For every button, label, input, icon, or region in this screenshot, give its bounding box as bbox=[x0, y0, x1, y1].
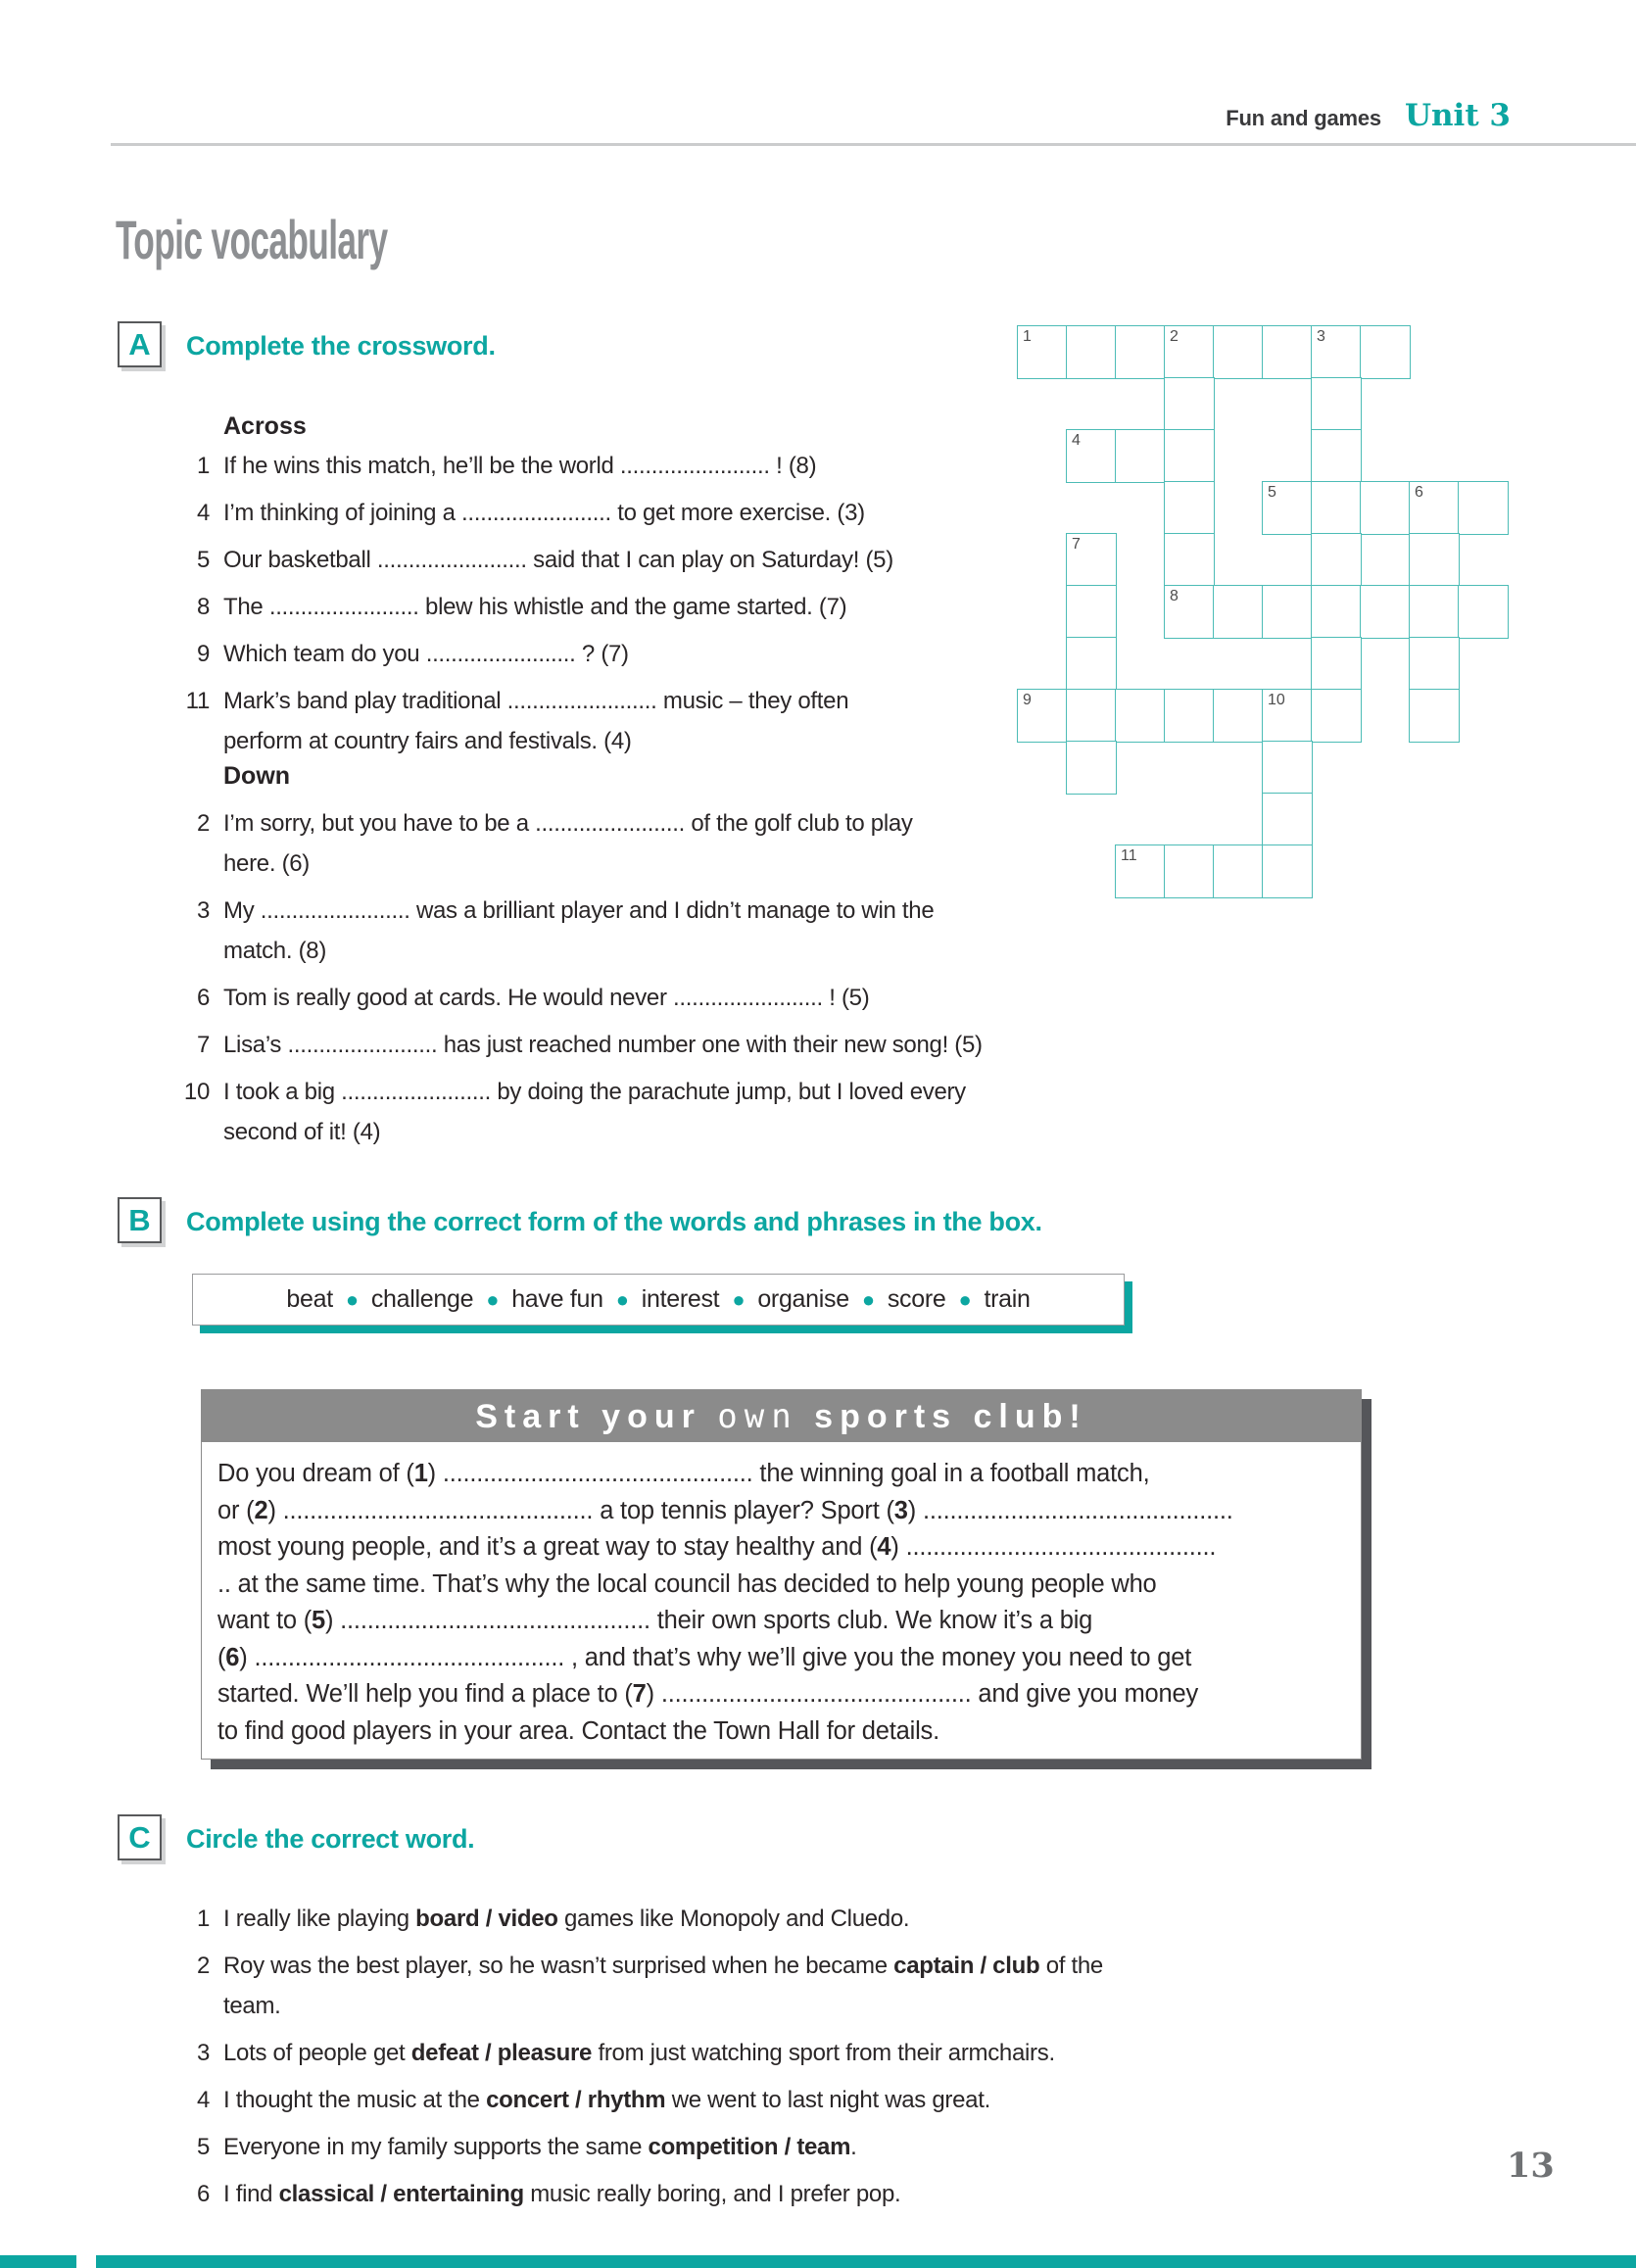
crossword-cell bbox=[1311, 325, 1362, 379]
crossword-cell bbox=[1409, 585, 1460, 639]
exercise-a-badge bbox=[118, 321, 162, 367]
crossword-cell bbox=[1164, 844, 1215, 898]
down-clue-number: 7 bbox=[196, 1032, 210, 1058]
circle-word-number: 3 bbox=[196, 2040, 210, 2066]
poster-title-mid: own bbox=[717, 1396, 798, 1436]
word-separator-bullet: ● bbox=[958, 1286, 972, 1312]
exercise-c-heading: Circle the correct word. bbox=[186, 1824, 475, 1854]
crossword-cell-number: 5 bbox=[1268, 484, 1276, 501]
poster-text-line: (6) .............................................. , and that’s why we’ll give you the money you need to get bbox=[217, 1643, 1192, 1671]
down-clue-text: My ........................ was a brilliant player and I didn’t manage to win the match. (8) bbox=[223, 897, 935, 964]
crossword-cell bbox=[1164, 377, 1215, 431]
exercise-c-badge-letter: C bbox=[128, 1819, 151, 1855]
circle-word-item-2 bbox=[159, 1946, 1393, 2026]
crossword-cell bbox=[1115, 429, 1166, 483]
down-clue-number: 2 bbox=[196, 810, 210, 837]
exercise-b-badge bbox=[118, 1197, 162, 1243]
crossword-cell-number: 11 bbox=[1121, 847, 1137, 864]
crossword-cell bbox=[1213, 325, 1264, 379]
sports-club-poster bbox=[201, 1389, 1362, 1760]
across-clue-text: The ........................ blew his whistle and the game started. (7) bbox=[223, 594, 847, 620]
circle-word-item-1 bbox=[159, 1899, 1393, 1939]
poster-title-post: sports club! bbox=[814, 1397, 1087, 1435]
word-box-word: score bbox=[887, 1285, 946, 1313]
crossword-cell bbox=[1066, 637, 1117, 691]
down-label: Down bbox=[223, 762, 291, 790]
crossword-cell-number: 7 bbox=[1072, 536, 1081, 553]
across-clue-item-1 bbox=[159, 446, 1011, 486]
crossword-cell bbox=[1017, 325, 1068, 379]
across-clue-number: 5 bbox=[196, 547, 210, 573]
poster-text-line: to find good players in your area. Contact the Town Hall for details. bbox=[217, 1716, 939, 1745]
across-clue-number: 8 bbox=[196, 594, 210, 620]
down-clue-item-10 bbox=[159, 1072, 1021, 1152]
across-clue-number: 4 bbox=[196, 500, 210, 526]
across-clue-list bbox=[159, 446, 1011, 768]
crossword-cell bbox=[1164, 325, 1215, 379]
crossword-cell-number: 1 bbox=[1023, 328, 1032, 345]
crossword-cell bbox=[1115, 689, 1166, 743]
crossword-cell-number: 8 bbox=[1170, 588, 1179, 604]
word-box-word: organise bbox=[757, 1285, 849, 1313]
footer-bar-notch bbox=[76, 2255, 96, 2268]
crossword-cell bbox=[1213, 585, 1264, 639]
crossword-cell-number: 2 bbox=[1170, 328, 1179, 345]
circle-word-item-5 bbox=[159, 2127, 1393, 2167]
word-box bbox=[192, 1274, 1125, 1326]
crossword-cell bbox=[1409, 689, 1460, 743]
crossword-cell bbox=[1213, 844, 1264, 898]
page-title: Topic vocabulary bbox=[116, 209, 388, 270]
circle-correct-word-list bbox=[159, 1899, 1393, 2221]
down-clue-text: I’m sorry, but you have to be a ........................ of the golf club to play here. (6) bbox=[223, 810, 913, 877]
down-clue-number: 10 bbox=[183, 1079, 210, 1105]
crossword-cell bbox=[1017, 689, 1068, 743]
exercise-a-heading: Complete the crossword. bbox=[186, 331, 496, 361]
crossword-cell bbox=[1066, 689, 1117, 743]
crossword-cell bbox=[1360, 325, 1411, 379]
circle-word-item-3 bbox=[159, 2033, 1393, 2073]
across-clue-number: 1 bbox=[196, 453, 210, 479]
word-box-word: beat bbox=[286, 1285, 333, 1313]
word-separator-bullet: ● bbox=[345, 1286, 359, 1312]
crossword-cell bbox=[1458, 585, 1509, 639]
down-clue-item-7 bbox=[159, 1025, 1021, 1065]
crossword-cell bbox=[1164, 585, 1215, 639]
crossword-cell bbox=[1409, 481, 1460, 535]
across-clue-number: 11 bbox=[185, 688, 210, 714]
crossword-cell bbox=[1115, 844, 1166, 898]
poster-text-line: most young people, and it’s a great way to stay healthy and (4) .............................................. bbox=[217, 1533, 1217, 1561]
circle-word-number: 1 bbox=[196, 1906, 210, 1932]
poster-title bbox=[475, 1397, 1087, 1436]
circle-word-item-6 bbox=[159, 2174, 1393, 2214]
poster-title-pre: Start your bbox=[475, 1397, 701, 1435]
word-box-word: challenge bbox=[370, 1285, 474, 1313]
page-number: 13 bbox=[1507, 2146, 1555, 2186]
down-clue-number: 3 bbox=[196, 897, 210, 924]
word-separator-bullet: ● bbox=[615, 1286, 629, 1312]
circle-word-text: I thought the music at the concert / rhythm we went to last night was great. bbox=[223, 2087, 990, 2113]
circle-word-number: 2 bbox=[196, 1953, 210, 1979]
across-clue-text: Which team do you ........................ ? (7) bbox=[223, 641, 629, 667]
crossword-cell bbox=[1164, 481, 1215, 535]
down-clue-number: 6 bbox=[196, 985, 210, 1011]
poster-body-text bbox=[202, 1442, 1361, 1750]
crossword-cell bbox=[1115, 325, 1166, 379]
header-rule bbox=[111, 143, 1636, 146]
header-section-title: Fun and games bbox=[1226, 106, 1381, 130]
crossword-cell bbox=[1360, 585, 1411, 639]
across-clue-number: 9 bbox=[196, 641, 210, 667]
circle-word-item-4 bbox=[159, 2080, 1393, 2120]
across-clue-text: Mark’s band play traditional ........................ music – they often perform at country fairs and festivals. (4) bbox=[223, 688, 849, 754]
circle-word-text: I really like playing board / video games like Monopoly and Cluedo. bbox=[223, 1906, 910, 1932]
down-clue-list bbox=[159, 803, 1021, 1159]
footer-bar bbox=[0, 2255, 1636, 2268]
word-separator-bullet: ● bbox=[861, 1286, 875, 1312]
crossword-cell bbox=[1066, 585, 1117, 639]
crossword-cell bbox=[1262, 481, 1313, 535]
crossword-cell bbox=[1262, 793, 1313, 846]
crossword-cell bbox=[1066, 325, 1117, 379]
header-unit-label: Unit 3 bbox=[1404, 98, 1511, 133]
crossword-cell bbox=[1311, 585, 1362, 639]
crossword-cell bbox=[1164, 689, 1215, 743]
circle-word-number: 6 bbox=[196, 2181, 210, 2207]
down-clue-item-3 bbox=[159, 891, 1021, 971]
word-box-word: train bbox=[984, 1285, 1031, 1313]
circle-word-text: Lots of people get defeat / pleasure from just watching sport from their armchairs. bbox=[223, 2040, 1055, 2066]
poster-text-line: or (2) .............................................. a top tennis player? Sport (3) .............................................. bbox=[217, 1496, 1233, 1524]
crossword-cell-number: 9 bbox=[1023, 692, 1032, 708]
crossword-cell bbox=[1213, 689, 1264, 743]
across-clue-item-8 bbox=[159, 587, 1011, 627]
circle-word-number: 4 bbox=[196, 2087, 210, 2113]
crossword-cell bbox=[1262, 844, 1313, 898]
circle-word-text: Roy was the best player, so he wasn’t surprised when he became captain / club of the team. bbox=[223, 1953, 1103, 2019]
exercise-b-heading: Complete using the correct form of the words and phrases in the box. bbox=[186, 1207, 1042, 1236]
poster-text-line: .. at the same time. That’s why the local council has decided to help young people who bbox=[217, 1569, 1157, 1598]
across-clue-item-11 bbox=[159, 681, 1011, 761]
crossword-cell-number: 10 bbox=[1268, 692, 1285, 708]
across-clue-text: I’m thinking of joining a ........................ to get more exercise. (3) bbox=[223, 500, 865, 526]
crossword-cell bbox=[1458, 481, 1509, 535]
poster-text-line: want to (5) .............................................. their own sports club. We know it’s a big bbox=[217, 1607, 1093, 1634]
crossword-cell bbox=[1262, 585, 1313, 639]
crossword-cell bbox=[1262, 689, 1313, 743]
across-clue-item-4 bbox=[159, 493, 1011, 533]
crossword-cell bbox=[1262, 741, 1313, 795]
crossword-cell bbox=[1311, 533, 1362, 587]
exercise-b-badge-letter: B bbox=[128, 1202, 151, 1237]
crossword-cell bbox=[1311, 481, 1362, 535]
word-box-word: have fun bbox=[511, 1285, 603, 1313]
poster-banner bbox=[202, 1390, 1361, 1442]
exercise-c-badge bbox=[118, 1814, 162, 1860]
poster-text-line: Do you dream of (1) .............................................. the winning goal in a football match, bbox=[217, 1460, 1150, 1487]
across-clue-text: If he wins this match, he’ll be the world ........................ ! (8) bbox=[223, 453, 817, 479]
across-clue-item-9 bbox=[159, 634, 1011, 674]
down-clue-text: Tom is really good at cards. He would never ........................ ! (5) bbox=[223, 985, 870, 1011]
down-clue-item-2 bbox=[159, 803, 1021, 884]
crossword-cell-number: 4 bbox=[1072, 432, 1081, 449]
crossword-cell bbox=[1360, 481, 1411, 535]
word-separator-bullet: ● bbox=[486, 1286, 500, 1312]
circle-word-text: I find classical / entertaining music really boring, and I prefer pop. bbox=[223, 2181, 901, 2207]
crossword-cell-number: 3 bbox=[1317, 328, 1325, 345]
across-clue-text: Our basketball ........................ said that I can play on Saturday! (5) bbox=[223, 547, 893, 573]
poster-text-line: started. We’ll help you find a place to (7) .............................................. and give you money bbox=[217, 1680, 1199, 1708]
page-header bbox=[1226, 98, 1511, 133]
crossword-cell bbox=[1164, 533, 1215, 587]
crossword-cell bbox=[1311, 429, 1362, 483]
word-separator-bullet: ● bbox=[732, 1286, 746, 1312]
crossword-cell bbox=[1262, 325, 1313, 379]
circle-word-number: 5 bbox=[196, 2134, 210, 2160]
down-clue-text: Lisa’s ........................ has just reached number one with their new song! (5) bbox=[223, 1032, 983, 1058]
crossword-cell bbox=[1311, 377, 1362, 431]
crossword-cell bbox=[1409, 637, 1460, 691]
crossword-cell bbox=[1066, 741, 1117, 795]
across-clue-item-5 bbox=[159, 540, 1011, 580]
crossword-cell-number: 6 bbox=[1415, 484, 1423, 501]
exercise-a-badge-letter: A bbox=[128, 326, 151, 362]
crossword-cell bbox=[1409, 533, 1460, 587]
down-clue-item-6 bbox=[159, 978, 1021, 1018]
crossword-cell bbox=[1311, 689, 1362, 743]
crossword-cell bbox=[1164, 429, 1215, 483]
crossword-cell bbox=[1066, 533, 1117, 587]
crossword-cell bbox=[1311, 637, 1362, 691]
crossword-cell bbox=[1066, 429, 1117, 483]
circle-word-text: Everyone in my family supports the same competition / team. bbox=[223, 2134, 857, 2160]
word-box-word: interest bbox=[641, 1285, 720, 1313]
across-label: Across bbox=[223, 412, 307, 440]
down-clue-text: I took a big ........................ by doing the parachute jump, but I loved every second of it! (4) bbox=[223, 1079, 966, 1145]
